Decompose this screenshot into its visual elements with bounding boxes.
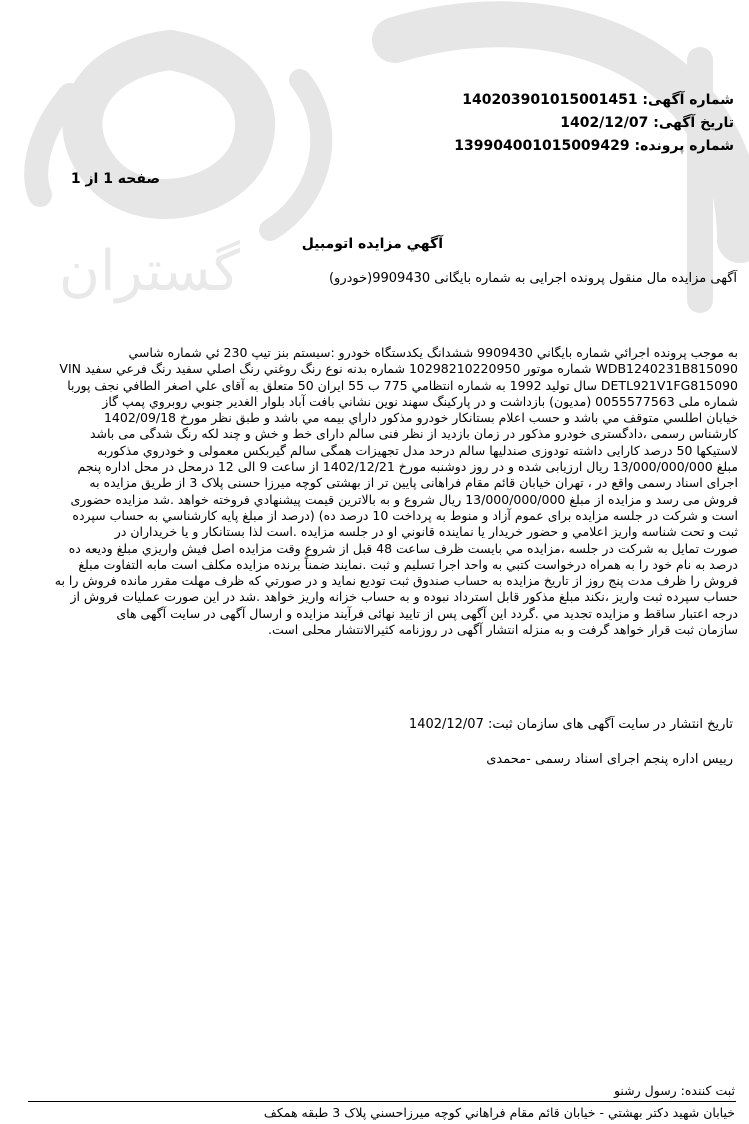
body-line: است و شرکت در جلسه مزایده برای عموم آزاد و منوط به پرداخت 10 درصد ده) (درصد از مبلغ پايه كارشناسي به حساب سپرده bbox=[72, 507, 738, 523]
body-line: حساب سپرده ثبت واريز ،نكند مبلغ مذكور قابل استرداد نبوده و به حساب خزانه واريز خواهد .شد در اين صورت عمليات فروش از bbox=[70, 589, 738, 605]
body-line: كارشناس رسمی ،دادگستری خودرو مذکور در زمان بازدید از نظر فنی سالم دارای خط و خش و چند لکه رنگ شدگی می باشد bbox=[89, 426, 738, 442]
body-line: WDB1240231B815090 شماره موتور 10298210220950 شماره بدنه نوع رنگ روغني رنگ اصلي سفيد رنگ فرعي سفيد VIN bbox=[59, 361, 738, 377]
signer: رییس اداره پنجم اجرای اسناد رسمی -محمدی bbox=[486, 752, 733, 767]
ad-number: شماره آگهی: 140203901015001451 bbox=[462, 92, 734, 108]
publish-date: تاریخ انتشار در سایت آگهی های سازمان ثبت: 1402/12/07 bbox=[408, 717, 733, 732]
ad-body bbox=[16, 345, 738, 638]
body-line: صورت تمايل به شركت در جلسه ،مزايده مي بايست ظرف ساعت 48 قبل از شروع وقت مزايده اصل فيش واريزي مبلغ وديعه ده bbox=[68, 540, 738, 556]
body-line: درصد به نام خود را به همراه درخواست کتبي به واحد اجرا تسليم و ثبت .نمايند ضمناً برنده مزايده مكلف است مابه التفاوت مبلغ bbox=[78, 556, 738, 572]
body-line: خيابان اطلسي متوقف مي باشد و حسب اعلام بستانكار خودرو مذكور داراي بيمه مي باشد و طبق نظر مورخ 1402/09/18 bbox=[103, 410, 738, 426]
watermark-letter-ze bbox=[270, 80, 321, 230]
ad-title: آگهي مزايده اتومبيل bbox=[301, 236, 443, 252]
body-line: لاستیکها 50 درصد کارایی داشته تودوزی صندلیها سالم درحد مدل تجهیزات همگی سالم گیربکس معمولی و خودروي مذكوربه bbox=[97, 442, 738, 458]
body-line: سازمان ثبت قرار خواهد گرفت و به منزله انتشار آگهی در روزنامه كثيرالانتشار محلی است. bbox=[267, 622, 738, 638]
watermark-letter-ra bbox=[36, 95, 70, 195]
ad-subtitle: آگهی مزایده مال منقول پرونده اجرایی به شماره بایگانی 9909430(خودرو) bbox=[328, 271, 737, 286]
watermark-text: گستران bbox=[58, 239, 240, 304]
page-indicator: صفحه 1 از 1 bbox=[70, 171, 160, 187]
submitter: ثبت کننده: رسول رشنو bbox=[613, 1083, 735, 1098]
body-line: فروش می رسد و مزایده از مبلغ 13/000/000/000 ريال شروع و به بالاترين قيمت پيشنهادي فروخته خواهد .شد مزايده حضوری bbox=[70, 491, 738, 507]
office-address: خيابان شهيد دكتر بهشتي - خيابان قائم مقام فراهاني كوچه ميرزاحسني پلاک 3 طبقه همکف bbox=[263, 1105, 735, 1120]
body-line: ثبت و تحت شناسه واريز اعلامي و حضور خريدار يا نماينده قانوني او در جلسه مزايده .است لذا بستانكار و يا خريداران در bbox=[114, 524, 738, 540]
body-line: شماره ملی 0055577563 (مديون) بازداشت و در پاركينگ سهند نوين نشاني بافت آباد بلوار الغدير جنوبي روبروي پمپ گاز bbox=[102, 393, 738, 409]
body-line: مبلغ 13/000/000/000 ريال ارزيابی شده و در روز دوشنبه مورخ 1402/12/21 از ساعت 9 الی 12 درمحل در محل اداره پنجم bbox=[77, 459, 738, 475]
ad-date: تاریخ آگهی: 1402/12/07 bbox=[560, 115, 734, 131]
body-line: به موجب پرونده اجرائي شماره بايگاني 9909430 ششدانگ يكدستگاه خودرو :سيستم بنز تيپ 230 ئي شماره شاسي bbox=[128, 345, 738, 360]
body-line: DETL921V1FG815090 سال توليد 1992 به شماره انتظامي 775 ب 55 ايران 50 متعلق به آقای علي اصغر الطافي نجف پوربا bbox=[67, 377, 738, 393]
body-line: فروش را ظرف مدت پنج روز از تاريخ مزايده به حساب صندوق ثبت توديع نمايد و در صورتي كه ظرف مهلت مقرر مانده فروش را به bbox=[54, 573, 738, 589]
footer-divider bbox=[28, 1101, 736, 1102]
body-line: اجرای اسناد رسمی واقع در ، تهران خیابان قائم مقام فراهانی پایین تر از بهشتی کوچه میرزا حسنی پلاک 3 از طریق مزایده به bbox=[89, 475, 738, 491]
case-number: شماره پرونده: 139904001015009429 bbox=[454, 138, 734, 154]
body-line: درجه اعتبار ساقط و مزايده تجديد مي .گردد اين آگهی پس از تاييد نهائی فرآيند مزايده و ارسال آگهی در سايت آگهی های bbox=[116, 605, 738, 621]
